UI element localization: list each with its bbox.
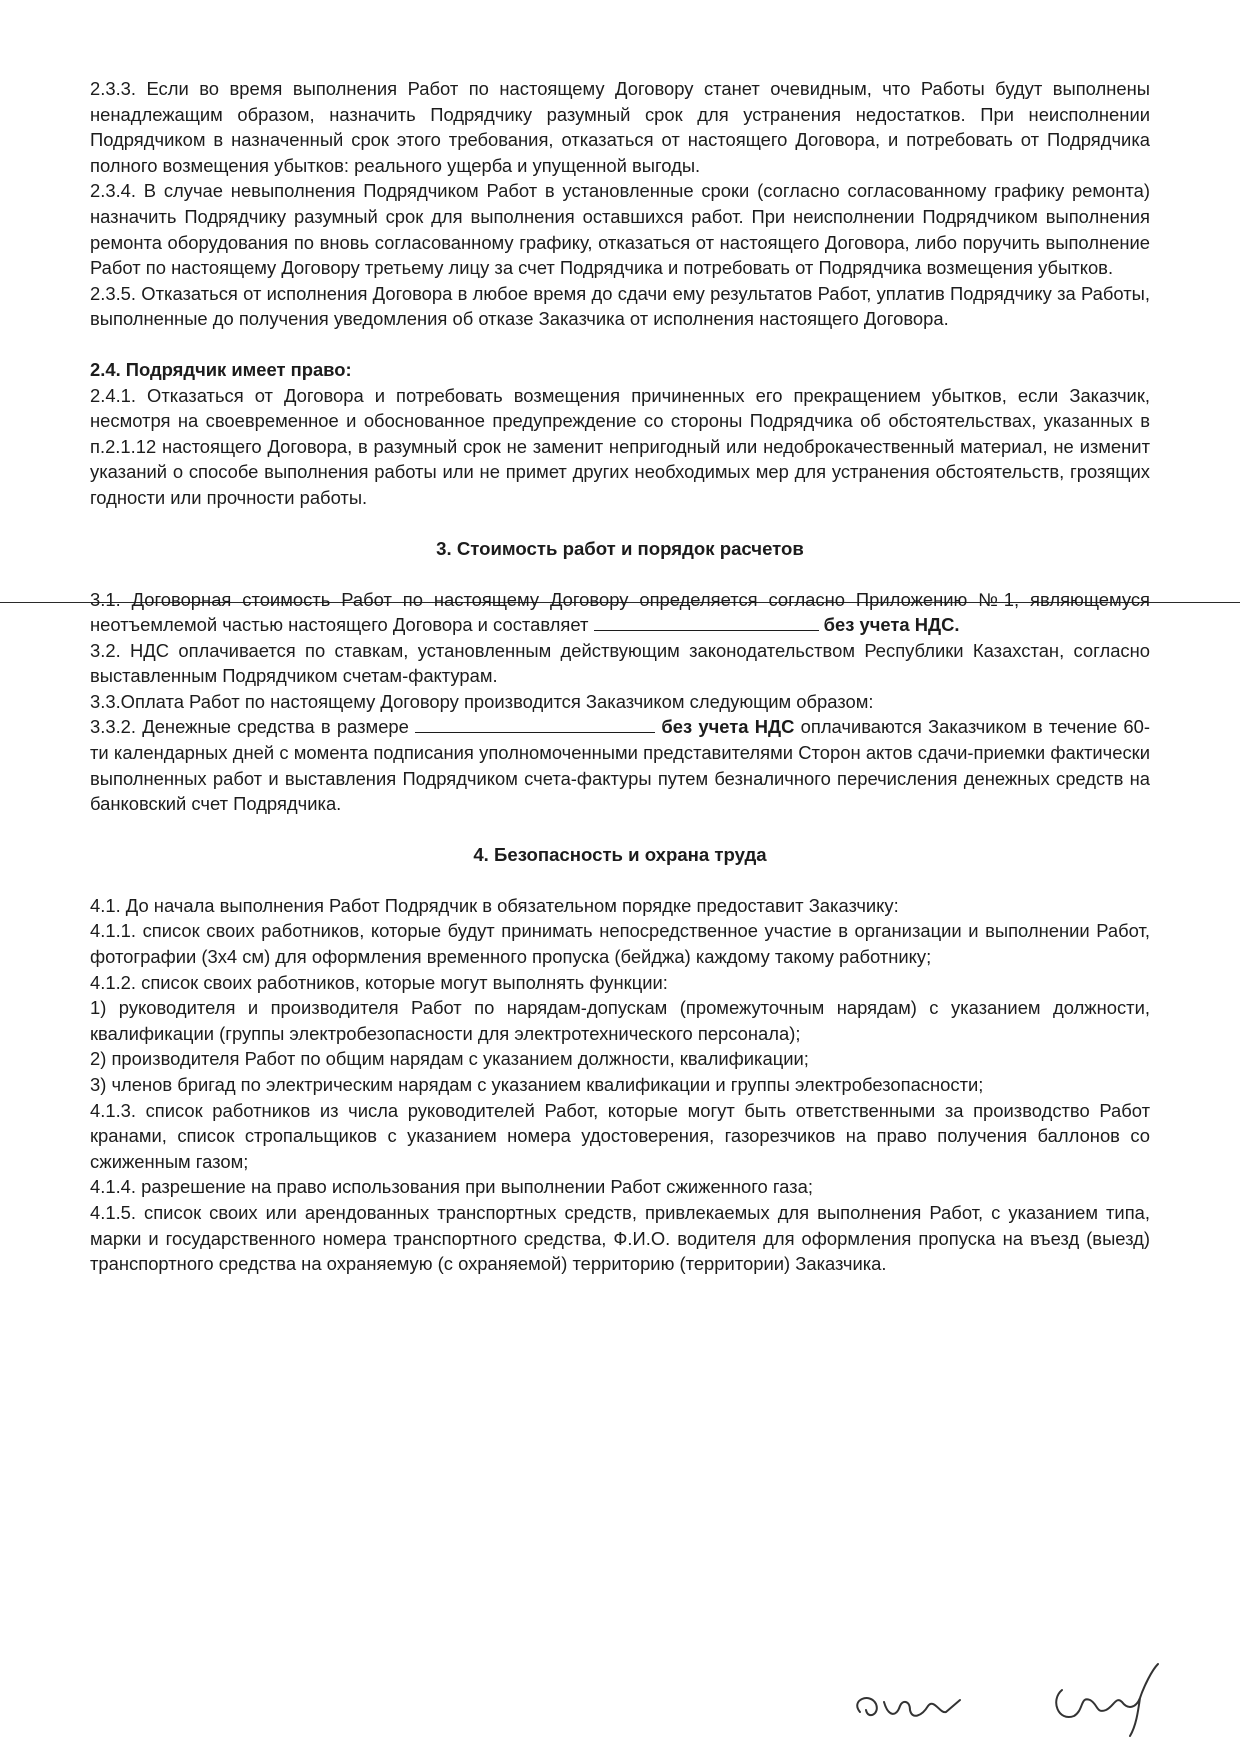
signature-right <box>1040 1650 1180 1740</box>
clause-4-1-2-item-3: 3) членов бригад по электрическим нарядам с указанием квалификации и группы электробезопасности; <box>90 1074 984 1095</box>
payment-amount-blank-field <box>415 714 655 733</box>
clause-3-1-text: 3.1. Договорная стоимость Работ по настоящему Договору определяется согласно Приложению №1, являющемуся неотъемлемой частью настоящего Договора и составляет <box>90 588 1150 636</box>
clause-3-3-2-text: 3.3.2. Денежные средства в размере <box>90 716 409 738</box>
clause-3-3-2 <box>90 714 1150 816</box>
clause-4-1-1: 4.1.1. список своих работников, которые будут принимать непосредственное участие в организации и выполнении Работ, фотографии (3х4 см) для оформления временного пропуска (бейджа) каждому такому работнику; <box>90 920 1150 968</box>
clause-2-3-5: 2.3.5. Отказаться от исполнения Договора в любое время до сдачи ему результатов Работ, уплатив Подрядчику за Работы, выполненные до получения уведомления об отказе Заказчика от исполнения настоящего Договора. <box>90 282 1150 330</box>
clause-2-3-3: 2.3.3. Если во время выполнения Работ по настоящему Договору станет очевидным, что Работы будут выполнены ненадлежащим образом, назначить Подрядчику разумный срок для устранения недостатков. При неисполнении Подрядчиком в назначенный срок этого требования, отказаться от настоящего Договора, и потребовать от Подрядчика полного возмещения убытков: реального ущерба и упущенной выгоды. <box>90 78 1150 176</box>
clause-4-1: 4.1. До начала выполнения Работ Подрядчик в обязательном порядке предоставит Заказчику: <box>90 894 899 916</box>
clause-3-2: 3.2. НДС оплачивается по ставкам, установленным действующим законодательством Республики Казахстан, согласно выставленным Подрядчиком счетам-фактурам. <box>90 639 1150 687</box>
clause-4-1-5: 4.1.5. список своих или арендованных транспортных средств, привлекаемых для выполнения Работ, с указанием типа, марки и государственного номера транспортного средства, Ф.И.О. водителя для оформления пропуска на въезд (выезд) транспортного средства на охраняемую (с охраняемой) территорию (территории) Заказчика. <box>90 1201 1150 1275</box>
clause-3-1 <box>90 587 1150 638</box>
clause-3-3: 3.3.Оплата Работ по настоящему Договору производится Заказчиком следующим образом: <box>90 690 874 712</box>
signature-left <box>840 1670 990 1740</box>
document-page <box>90 76 1150 1277</box>
clause-2-3-4: 2.3.4. В случае невыполнения Подрядчиком Работ в установленные сроки (согласно согласованному графику ремонта) назначить Подрядчику разумный срок для выполнения оставшихся работ. При неисполнении Подрядчиком выполнения ремонта оборудования по вновь согласованному графику, отказаться от настоящего Договора, либо поручить выполнение Работ по настоящему Договору третьему лицу за счет Подрядчика и потребовать от Подрядчика возмещения убытков. <box>90 180 1150 279</box>
clause-2-4-1: 2.4.1. Отказаться от Договора и потребовать возмещения причиненных его прекращением убытков, если Заказчик, несмотря на своевременное и обоснованное предупреждение со стороны Подрядчика об обстоятельствах, указанных в п.2.1.12 настоящего Договора, в разумный срок не заменит непригодный или недоброкачественный материал, не изменит указаний о способе выполнения работы или не примет других необходимых мер для устранения обстоятельств, грозящих годности или прочности работы. <box>90 384 1150 508</box>
clause-3-3-2-vat-note: без учета НДС <box>661 716 795 738</box>
section-2-4-heading: 2.4. Подрядчик имеет право: <box>90 358 352 380</box>
clause-3-1-vat-note: без учета НДС. <box>823 614 960 636</box>
clause-4-1-2-item-2: 2) производителя Работ по общим нарядам с указанием должности, квалификации; <box>90 1048 809 1070</box>
amount-blank-field <box>594 612 819 631</box>
clause-4-1-4: 4.1.4. разрешение на право использования при выполнении Работ сжиженного газа; <box>90 1176 813 1198</box>
clause-4-1-2: 4.1.2. список своих работников, которые могут выполнять функции: <box>90 971 668 993</box>
clause-4-1-2-item-1: 1) руководителя и производителя Работ по нарядам-допускам (промежуточным нарядам) с указанием должности, квалификации (группы электробезопасности для электротехнического персонала); <box>90 997 1150 1044</box>
clause-4-1-3: 4.1.3. список работников из числа руководителей Работ, которые могут быть ответственными за производство Работ кранами, список стропальщиков с указанием номера удостоверения, газорезчиков на право получения баллонов со сжиженным газом; <box>90 1099 1150 1172</box>
clause-3-3-2-rest: оплачиваются Заказчиком в течение 60-ти календарных дней с момента подписания уполномоченными представителями Сторон актов сдачи-приемки фактически выполненных работ и выставления Подрядчиком счета-фактуры путем безналичного перечисления денежных средств на банковский счет Подрядчика. <box>90 716 1150 815</box>
section-3-heading: 3. Стоимость работ и порядок расчетов <box>436 537 804 559</box>
section-4-heading: 4. Безопасность и охрана труда <box>473 843 767 865</box>
